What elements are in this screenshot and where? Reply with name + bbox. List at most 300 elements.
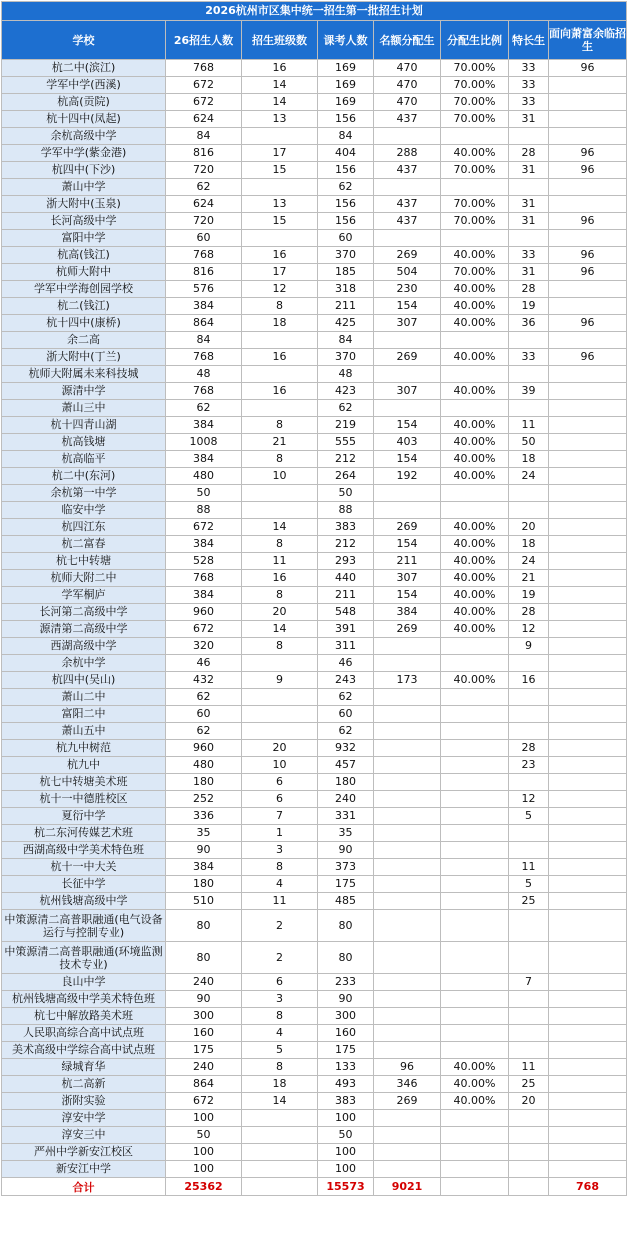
- cell-school: 杭高临平: [2, 451, 166, 468]
- cell-enrollment-26: 90: [166, 842, 242, 859]
- cell-special-talent: 33: [509, 94, 549, 111]
- table-row: [2, 519, 627, 536]
- cell-special-talent: [509, 400, 549, 417]
- table-row: [2, 1025, 627, 1042]
- cell-exam-count: 100: [318, 1110, 374, 1127]
- cell-enrollment-26: 1008: [166, 434, 242, 451]
- cell-allocation-ratio: [441, 502, 509, 519]
- cell-xiao-fu-yu-lin: [549, 417, 627, 434]
- cell-allocation-ratio: [441, 1161, 509, 1178]
- cell-allocation-ratio: 40.00%: [441, 383, 509, 400]
- cell-enrollment-26: 624: [166, 111, 242, 128]
- cell-class-count: 10: [242, 468, 318, 485]
- cell-allocation-ratio: 40.00%: [441, 349, 509, 366]
- cell-exam-count: 62: [318, 179, 374, 196]
- cell-exam-count: 100: [318, 1144, 374, 1161]
- cell-class-count: 20: [242, 604, 318, 621]
- cell-class-count: 2: [242, 910, 318, 942]
- cell-enrollment-26: 864: [166, 315, 242, 332]
- table-row: [2, 60, 627, 77]
- table-row: [2, 383, 627, 400]
- cell-quota-allocation: [374, 689, 441, 706]
- cell-exam-count: 169: [318, 77, 374, 94]
- cell-class-count: 12: [242, 281, 318, 298]
- cell-exam-count: 423: [318, 383, 374, 400]
- cell-xiao-fu-yu-lin: [549, 672, 627, 689]
- total-quota-allocation: 9021: [374, 1178, 441, 1196]
- cell-class-count: 13: [242, 196, 318, 213]
- cell-xiao-fu-yu-lin: [549, 587, 627, 604]
- cell-class-count: 6: [242, 791, 318, 808]
- cell-school: 萧山五中: [2, 723, 166, 740]
- cell-class-count: [242, 1110, 318, 1127]
- cell-allocation-ratio: 70.00%: [441, 196, 509, 213]
- cell-allocation-ratio: 40.00%: [441, 621, 509, 638]
- cell-special-talent: [509, 991, 549, 1008]
- cell-exam-count: 175: [318, 876, 374, 893]
- cell-allocation-ratio: [441, 485, 509, 502]
- cell-school: 临安中学: [2, 502, 166, 519]
- cell-school: 长河高级中学: [2, 213, 166, 230]
- cell-exam-count: 62: [318, 689, 374, 706]
- cell-school: 杭二(钱江): [2, 298, 166, 315]
- table-row: [2, 196, 627, 213]
- cell-allocation-ratio: [441, 808, 509, 825]
- cell-xiao-fu-yu-lin: [549, 383, 627, 400]
- cell-xiao-fu-yu-lin: [549, 196, 627, 213]
- cell-quota-allocation: [374, 808, 441, 825]
- cell-school: 学军中学(西溪): [2, 77, 166, 94]
- cell-quota-allocation: [374, 179, 441, 196]
- cell-special-talent: 16: [509, 672, 549, 689]
- cell-allocation-ratio: [441, 366, 509, 383]
- cell-exam-count: 212: [318, 451, 374, 468]
- cell-quota-allocation: [374, 502, 441, 519]
- cell-school: 浙大附中(丁兰): [2, 349, 166, 366]
- cell-quota-allocation: 269: [374, 519, 441, 536]
- cell-allocation-ratio: 40.00%: [441, 315, 509, 332]
- cell-school: 杭十四中(康桥): [2, 315, 166, 332]
- cell-xiao-fu-yu-lin: [549, 706, 627, 723]
- cell-allocation-ratio: 40.00%: [441, 672, 509, 689]
- cell-class-count: [242, 1127, 318, 1144]
- cell-xiao-fu-yu-lin: [549, 723, 627, 740]
- cell-xiao-fu-yu-lin: [549, 859, 627, 876]
- cell-school: 长征中学: [2, 876, 166, 893]
- cell-school: 严州中学新安江校区: [2, 1144, 166, 1161]
- cell-xiao-fu-yu-lin: [549, 791, 627, 808]
- cell-xiao-fu-yu-lin: [549, 1008, 627, 1025]
- cell-enrollment-26: 80: [166, 942, 242, 974]
- cell-allocation-ratio: 40.00%: [441, 553, 509, 570]
- cell-class-count: [242, 502, 318, 519]
- cell-xiao-fu-yu-lin: [549, 230, 627, 247]
- table-row: [2, 1110, 627, 1127]
- table-row: [2, 315, 627, 332]
- table-row: [2, 247, 627, 264]
- cell-quota-allocation: 470: [374, 60, 441, 77]
- cell-special-talent: 21: [509, 570, 549, 587]
- cell-exam-count: 100: [318, 1161, 374, 1178]
- cell-exam-count: 932: [318, 740, 374, 757]
- cell-xiao-fu-yu-lin: [549, 570, 627, 587]
- cell-xiao-fu-yu-lin: [549, 825, 627, 842]
- table-row: [2, 553, 627, 570]
- table-row: [2, 689, 627, 706]
- cell-school: 浙大附中(玉泉): [2, 196, 166, 213]
- total-enrollment: 25362: [166, 1178, 242, 1196]
- cell-quota-allocation: 346: [374, 1076, 441, 1093]
- cell-allocation-ratio: 40.00%: [441, 468, 509, 485]
- cell-exam-count: 555: [318, 434, 374, 451]
- cell-class-count: [242, 1144, 318, 1161]
- cell-quota-allocation: [374, 706, 441, 723]
- cell-xiao-fu-yu-lin: [549, 1076, 627, 1093]
- cell-allocation-ratio: 40.00%: [441, 417, 509, 434]
- cell-exam-count: 175: [318, 1042, 374, 1059]
- cell-class-count: [242, 179, 318, 196]
- cell-quota-allocation: 230: [374, 281, 441, 298]
- cell-enrollment-26: 240: [166, 974, 242, 991]
- header-special-talent: 特长生: [509, 21, 549, 60]
- cell-exam-count: 370: [318, 349, 374, 366]
- table-row: [2, 298, 627, 315]
- cell-quota-allocation: 384: [374, 604, 441, 621]
- cell-class-count: 10: [242, 757, 318, 774]
- cell-quota-allocation: [374, 723, 441, 740]
- cell-enrollment-26: 816: [166, 264, 242, 281]
- cell-quota-allocation: 307: [374, 383, 441, 400]
- cell-exam-count: 35: [318, 825, 374, 842]
- cell-allocation-ratio: [441, 757, 509, 774]
- cell-exam-count: 80: [318, 910, 374, 942]
- cell-special-talent: 19: [509, 587, 549, 604]
- cell-class-count: 8: [242, 1008, 318, 1025]
- cell-exam-count: 60: [318, 230, 374, 247]
- cell-exam-count: 548: [318, 604, 374, 621]
- cell-special-talent: 12: [509, 791, 549, 808]
- cell-quota-allocation: [374, 893, 441, 910]
- cell-enrollment-26: 432: [166, 672, 242, 689]
- cell-quota-allocation: 269: [374, 349, 441, 366]
- cell-special-talent: 11: [509, 859, 549, 876]
- cell-xiao-fu-yu-lin: [549, 1093, 627, 1110]
- table-row: [2, 485, 627, 502]
- table-row: [2, 230, 627, 247]
- cell-quota-allocation: 269: [374, 1093, 441, 1110]
- cell-school: 杭七中转塘: [2, 553, 166, 570]
- cell-special-talent: [509, 774, 549, 791]
- cell-exam-count: 425: [318, 315, 374, 332]
- table-row: [2, 349, 627, 366]
- cell-school: 余杭中学: [2, 655, 166, 672]
- cell-xiao-fu-yu-lin: 96: [549, 264, 627, 281]
- cell-xiao-fu-yu-lin: [549, 485, 627, 502]
- cell-xiao-fu-yu-lin: [549, 366, 627, 383]
- cell-xiao-fu-yu-lin: [549, 604, 627, 621]
- cell-school: 学军中学(紫金港): [2, 145, 166, 162]
- cell-enrollment-26: 48: [166, 366, 242, 383]
- cell-class-count: 9: [242, 672, 318, 689]
- table-row: [2, 791, 627, 808]
- table-row: [2, 991, 627, 1008]
- cell-allocation-ratio: 40.00%: [441, 1093, 509, 1110]
- cell-enrollment-26: 50: [166, 485, 242, 502]
- table-row: [2, 502, 627, 519]
- cell-special-talent: [509, 689, 549, 706]
- cell-class-count: [242, 485, 318, 502]
- cell-enrollment-26: 384: [166, 298, 242, 315]
- cell-special-talent: 18: [509, 451, 549, 468]
- cell-exam-count: 156: [318, 162, 374, 179]
- cell-class-count: 18: [242, 1076, 318, 1093]
- cell-exam-count: 264: [318, 468, 374, 485]
- cell-allocation-ratio: [441, 1025, 509, 1042]
- cell-class-count: 7: [242, 808, 318, 825]
- cell-enrollment-26: 300: [166, 1008, 242, 1025]
- cell-special-talent: [509, 942, 549, 974]
- cell-enrollment-26: 480: [166, 757, 242, 774]
- cell-school: 长河第二高级中学: [2, 604, 166, 621]
- cell-allocation-ratio: [441, 655, 509, 672]
- cell-school: 杭七中解放路美术班: [2, 1008, 166, 1025]
- cell-exam-count: 180: [318, 774, 374, 791]
- cell-quota-allocation: [374, 774, 441, 791]
- cell-special-talent: 5: [509, 808, 549, 825]
- cell-school: 杭九中: [2, 757, 166, 774]
- cell-quota-allocation: [374, 859, 441, 876]
- cell-xiao-fu-yu-lin: [549, 77, 627, 94]
- cell-quota-allocation: [374, 1127, 441, 1144]
- cell-allocation-ratio: 40.00%: [441, 604, 509, 621]
- cell-exam-count: 160: [318, 1025, 374, 1042]
- cell-enrollment-26: 864: [166, 1076, 242, 1093]
- cell-xiao-fu-yu-lin: [549, 111, 627, 128]
- table-row: [2, 332, 627, 349]
- cell-exam-count: 370: [318, 247, 374, 264]
- cell-allocation-ratio: [441, 893, 509, 910]
- cell-class-count: 17: [242, 264, 318, 281]
- cell-allocation-ratio: 70.00%: [441, 77, 509, 94]
- cell-quota-allocation: 504: [374, 264, 441, 281]
- cell-enrollment-26: 175: [166, 1042, 242, 1059]
- cell-quota-allocation: 154: [374, 536, 441, 553]
- cell-enrollment-26: 84: [166, 332, 242, 349]
- cell-school: 学军桐庐: [2, 587, 166, 604]
- cell-enrollment-26: 672: [166, 94, 242, 111]
- cell-xiao-fu-yu-lin: [549, 434, 627, 451]
- cell-enrollment-26: 100: [166, 1110, 242, 1127]
- table-row: [2, 655, 627, 672]
- table-row: [2, 1161, 627, 1178]
- cell-school: 杭高(贡院): [2, 94, 166, 111]
- cell-quota-allocation: 173: [374, 672, 441, 689]
- cell-enrollment-26: 480: [166, 468, 242, 485]
- cell-school: 萧山三中: [2, 400, 166, 417]
- header-quota-allocation: 名额分配生: [374, 21, 441, 60]
- table-row: [2, 876, 627, 893]
- table-row: [2, 213, 627, 230]
- cell-class-count: 3: [242, 842, 318, 859]
- cell-enrollment-26: 960: [166, 740, 242, 757]
- cell-special-talent: 31: [509, 213, 549, 230]
- cell-enrollment-26: 816: [166, 145, 242, 162]
- cell-special-talent: [509, 1110, 549, 1127]
- cell-enrollment-26: 672: [166, 77, 242, 94]
- cell-quota-allocation: [374, 740, 441, 757]
- cell-enrollment-26: 960: [166, 604, 242, 621]
- cell-quota-allocation: 211: [374, 553, 441, 570]
- cell-school: 杭十一中大关: [2, 859, 166, 876]
- table-row: [2, 893, 627, 910]
- cell-exam-count: 383: [318, 1093, 374, 1110]
- cell-special-talent: 33: [509, 77, 549, 94]
- cell-allocation-ratio: 70.00%: [441, 111, 509, 128]
- cell-allocation-ratio: [441, 791, 509, 808]
- cell-enrollment-26: 720: [166, 162, 242, 179]
- cell-xiao-fu-yu-lin: [549, 332, 627, 349]
- cell-xiao-fu-yu-lin: [549, 519, 627, 536]
- cell-class-count: 16: [242, 247, 318, 264]
- cell-quota-allocation: [374, 1110, 441, 1127]
- table-row: [2, 842, 627, 859]
- table-row: [2, 570, 627, 587]
- table-row: [2, 1144, 627, 1161]
- table-row: [2, 434, 627, 451]
- header-row: [2, 21, 627, 60]
- cell-xiao-fu-yu-lin: [549, 536, 627, 553]
- cell-school: 余杭高级中学: [2, 128, 166, 145]
- cell-enrollment-26: 672: [166, 1093, 242, 1110]
- cell-xiao-fu-yu-lin: [549, 638, 627, 655]
- table-row: [2, 536, 627, 553]
- cell-class-count: 14: [242, 519, 318, 536]
- cell-enrollment-26: 576: [166, 281, 242, 298]
- cell-quota-allocation: [374, 942, 441, 974]
- table-row: [2, 1127, 627, 1144]
- cell-special-talent: [509, 1161, 549, 1178]
- cell-allocation-ratio: [441, 638, 509, 655]
- table-row: [2, 128, 627, 145]
- cell-exam-count: 46: [318, 655, 374, 672]
- table-row: [2, 1076, 627, 1093]
- cell-school: 浙附实验: [2, 1093, 166, 1110]
- cell-allocation-ratio: 40.00%: [441, 519, 509, 536]
- cell-xiao-fu-yu-lin: 96: [549, 349, 627, 366]
- cell-school: 杭九中树范: [2, 740, 166, 757]
- cell-exam-count: 185: [318, 264, 374, 281]
- cell-allocation-ratio: [441, 179, 509, 196]
- cell-quota-allocation: 307: [374, 570, 441, 587]
- cell-special-talent: [509, 485, 549, 502]
- cell-allocation-ratio: 40.00%: [441, 145, 509, 162]
- cell-class-count: [242, 332, 318, 349]
- cell-allocation-ratio: [441, 1008, 509, 1025]
- cell-class-count: 15: [242, 162, 318, 179]
- cell-school: 绿城育华: [2, 1059, 166, 1076]
- cell-enrollment-26: 320: [166, 638, 242, 655]
- cell-special-talent: [509, 723, 549, 740]
- table-row: [2, 1093, 627, 1110]
- cell-allocation-ratio: [441, 825, 509, 842]
- cell-school: 中策源清二高普职融通(环境监测技术专业): [2, 942, 166, 974]
- cell-class-count: 8: [242, 298, 318, 315]
- cell-enrollment-26: 240: [166, 1059, 242, 1076]
- table-row: [2, 366, 627, 383]
- cell-enrollment-26: 60: [166, 230, 242, 247]
- cell-quota-allocation: 154: [374, 587, 441, 604]
- cell-school: 萧山二中: [2, 689, 166, 706]
- cell-school: 源清中学: [2, 383, 166, 400]
- cell-exam-count: 60: [318, 706, 374, 723]
- cell-special-talent: [509, 332, 549, 349]
- table-row: [2, 1042, 627, 1059]
- cell-special-talent: 31: [509, 111, 549, 128]
- cell-class-count: [242, 723, 318, 740]
- cell-special-talent: 31: [509, 162, 549, 179]
- cell-allocation-ratio: 40.00%: [441, 570, 509, 587]
- cell-quota-allocation: [374, 230, 441, 247]
- cell-enrollment-26: 768: [166, 247, 242, 264]
- cell-xiao-fu-yu-lin: 96: [549, 315, 627, 332]
- cell-class-count: 6: [242, 774, 318, 791]
- cell-quota-allocation: 403: [374, 434, 441, 451]
- cell-school: 学军中学海创园学校: [2, 281, 166, 298]
- cell-exam-count: 240: [318, 791, 374, 808]
- cell-exam-count: 156: [318, 111, 374, 128]
- table-row: [2, 468, 627, 485]
- cell-xiao-fu-yu-lin: [549, 468, 627, 485]
- table-row: [2, 587, 627, 604]
- cell-quota-allocation: 437: [374, 213, 441, 230]
- cell-special-talent: 31: [509, 196, 549, 213]
- cell-exam-count: 219: [318, 417, 374, 434]
- cell-exam-count: 311: [318, 638, 374, 655]
- table-row: [2, 723, 627, 740]
- cell-enrollment-26: 672: [166, 621, 242, 638]
- cell-exam-count: 169: [318, 94, 374, 111]
- cell-school: 杭七中转塘美术班: [2, 774, 166, 791]
- cell-special-talent: [509, 366, 549, 383]
- cell-school: 西湖高级中学美术特色班: [2, 842, 166, 859]
- cell-special-talent: 28: [509, 145, 549, 162]
- cell-class-count: 6: [242, 974, 318, 991]
- cell-xiao-fu-yu-lin: [549, 298, 627, 315]
- cell-class-count: 8: [242, 859, 318, 876]
- table-row: [2, 417, 627, 434]
- cell-special-talent: [509, 128, 549, 145]
- cell-allocation-ratio: [441, 1042, 509, 1059]
- total-row: [2, 1178, 627, 1196]
- cell-quota-allocation: 154: [374, 451, 441, 468]
- cell-xiao-fu-yu-lin: [549, 1042, 627, 1059]
- table-row: [2, 451, 627, 468]
- cell-special-talent: 24: [509, 468, 549, 485]
- table-row: [2, 162, 627, 179]
- cell-exam-count: 457: [318, 757, 374, 774]
- cell-xiao-fu-yu-lin: [549, 893, 627, 910]
- cell-allocation-ratio: [441, 974, 509, 991]
- cell-allocation-ratio: [441, 1144, 509, 1161]
- cell-class-count: 14: [242, 77, 318, 94]
- cell-class-count: 20: [242, 740, 318, 757]
- cell-class-count: 13: [242, 111, 318, 128]
- cell-special-talent: [509, 910, 549, 942]
- cell-allocation-ratio: 70.00%: [441, 213, 509, 230]
- cell-allocation-ratio: [441, 689, 509, 706]
- cell-special-talent: 9: [509, 638, 549, 655]
- cell-enrollment-26: 50: [166, 1127, 242, 1144]
